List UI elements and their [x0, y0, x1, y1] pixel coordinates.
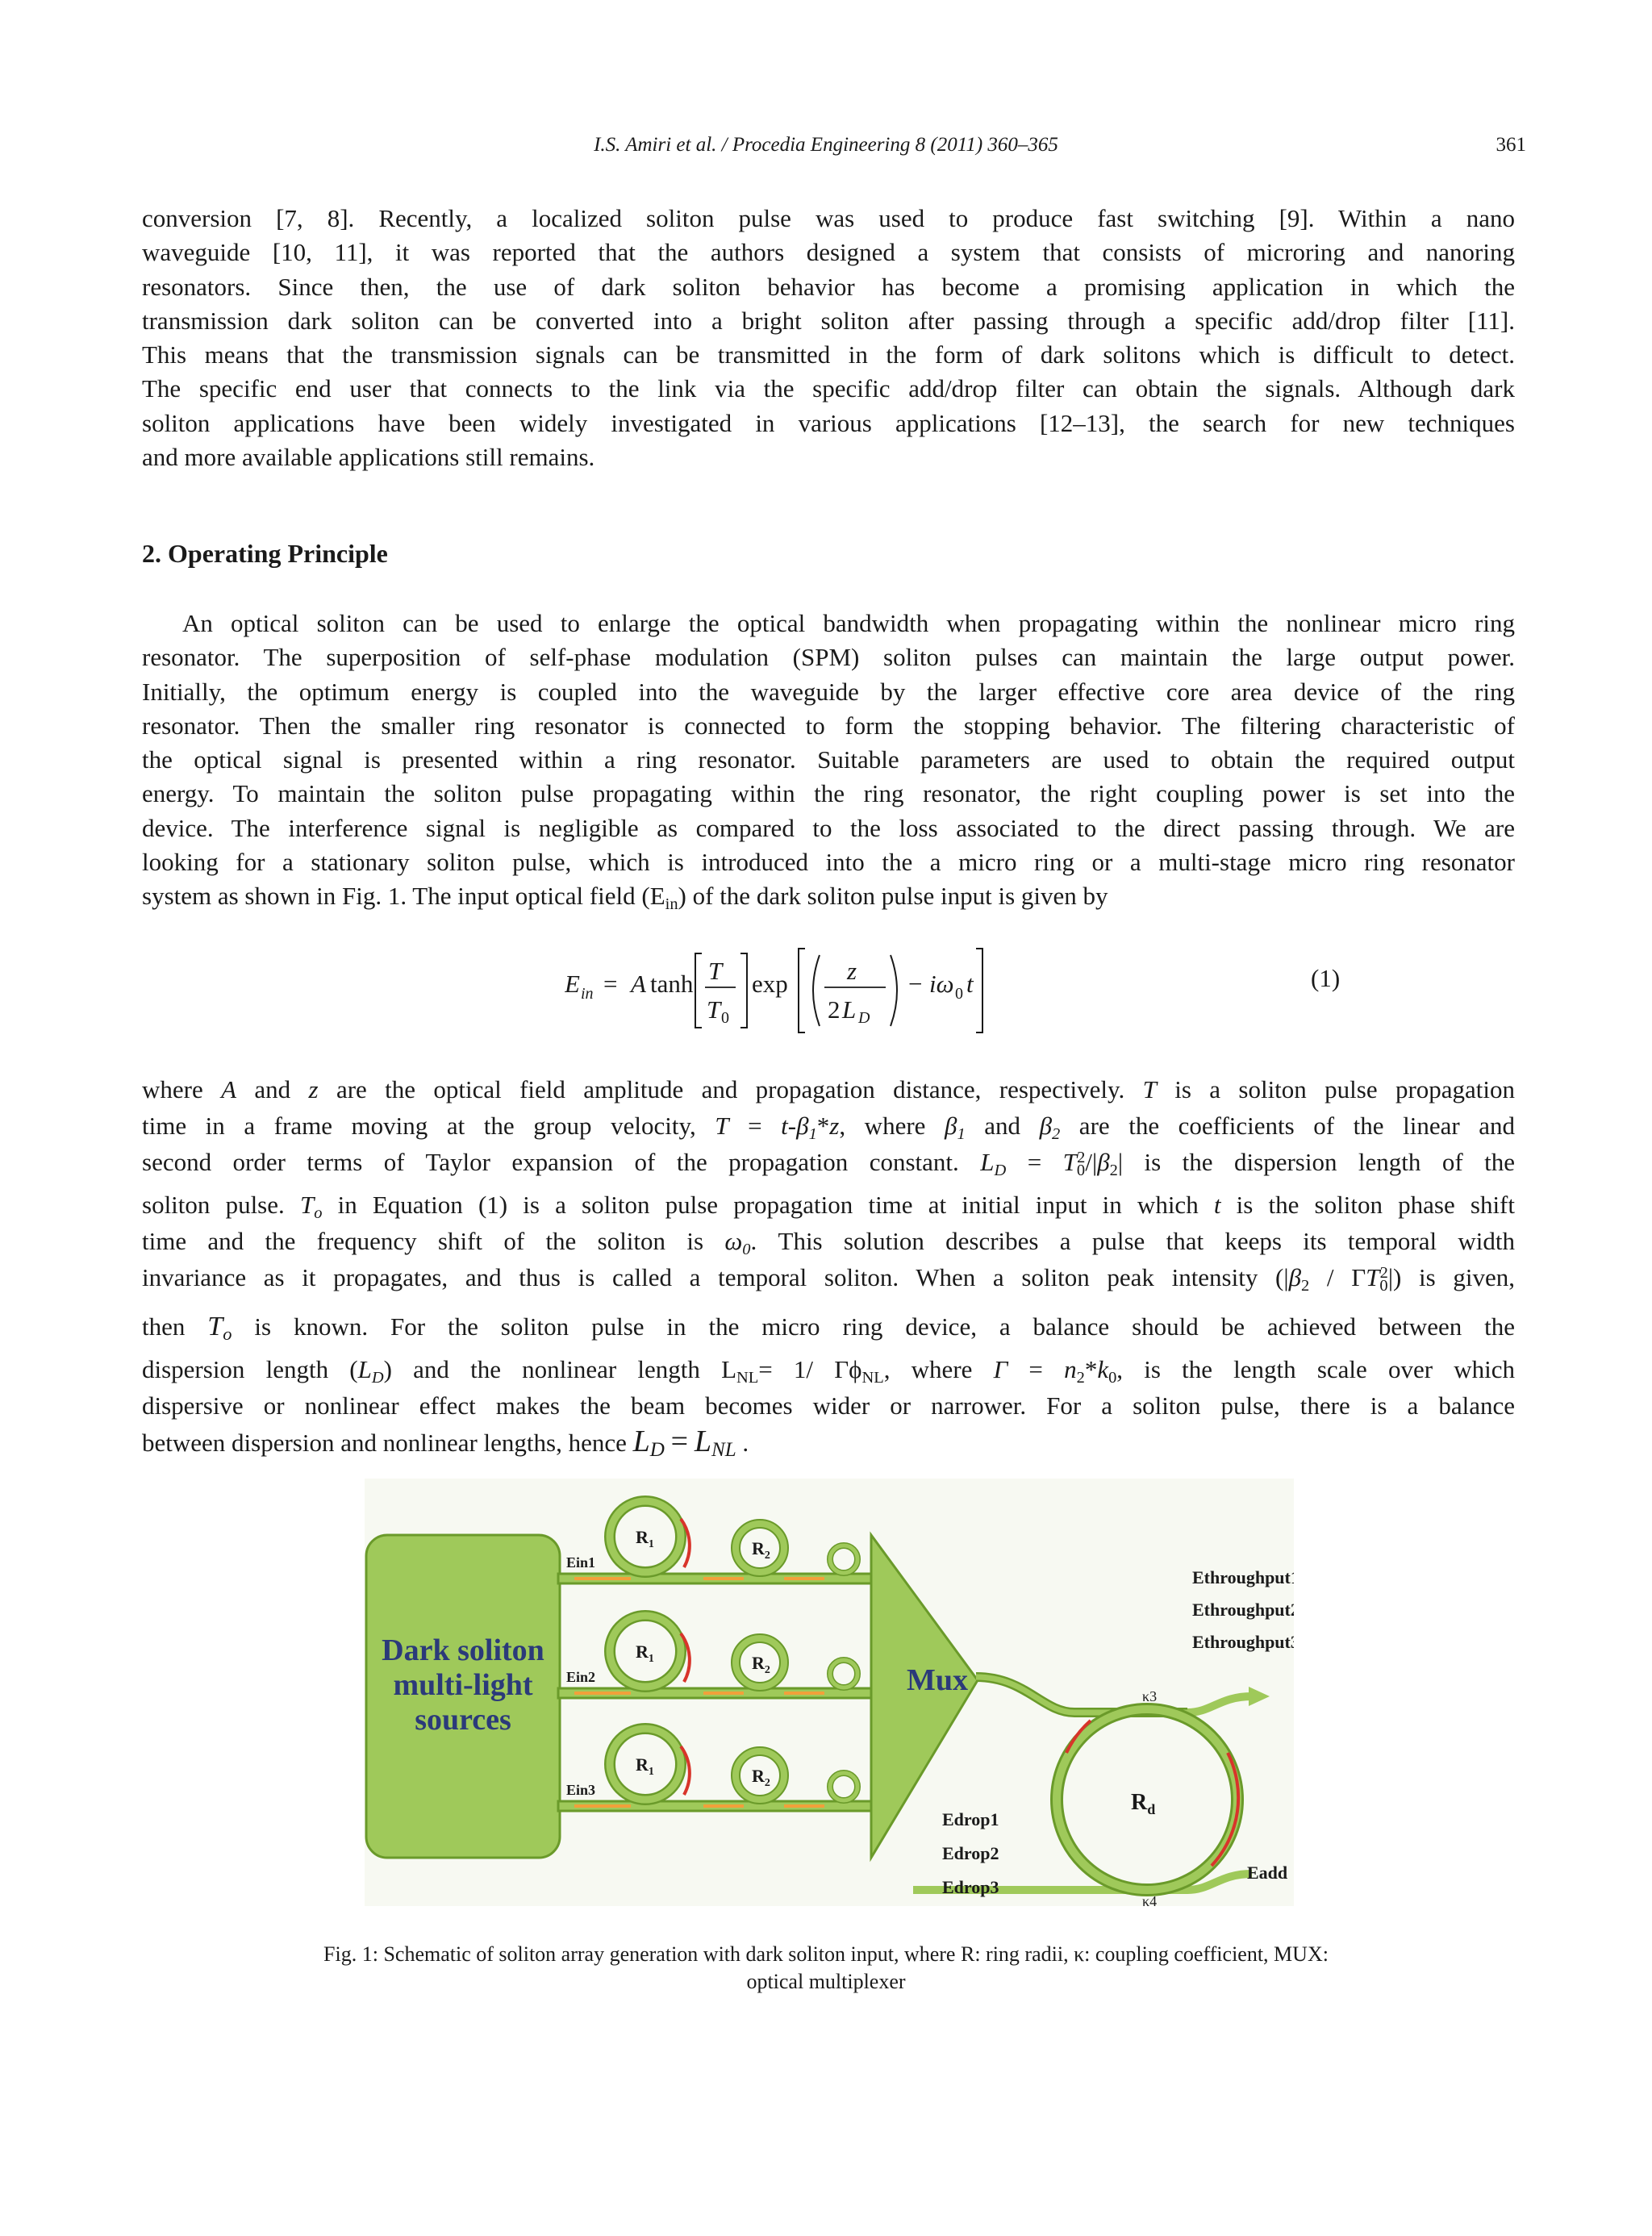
- svg-text:tanh: tanh: [650, 970, 694, 998]
- equation-number: (1): [1311, 964, 1341, 992]
- text-segment: ) of the dark soliton pulse input is given by: [678, 882, 1108, 911]
- svg-text:0: 0: [721, 1009, 729, 1027]
- drop-label: Edrop2: [942, 1843, 999, 1863]
- drop-label: Edrop3: [942, 1877, 999, 1897]
- text-line: looking for a stationary soliton pulse, which is introduced into the a micro ring or a multi-stage micro ring resonator: [142, 848, 1515, 877]
- text-line: [142, 879, 1515, 913]
- text-line: conversion [7, 8]. Recently, a localized soliton pulse was used to produce fast switching [9]. Within a nano: [142, 204, 1515, 232]
- ring-label: $R_2$: [752, 1538, 770, 1562]
- svg-text:L: L: [842, 995, 857, 1024]
- text-line: energy. To maintain the soliton pulse propagating within the ring resonator, the right coupling power is set into the: [142, 779, 1515, 808]
- svg-text:2: 2: [828, 995, 841, 1024]
- text-line: transmission dark soliton can be converted into a bright soliton after passing through a specific add/drop filter [11].: [142, 306, 1515, 335]
- text-line: soliton applications have been widely investigated in various applications [12–13], the search for new techniques: [142, 408, 1515, 437]
- svg-text:A: A: [631, 970, 646, 998]
- page-number: 361: [1496, 134, 1526, 156]
- svg-text:T: T: [707, 995, 721, 1024]
- text-line: [142, 1259, 1515, 1295]
- intro-paragraph: [142, 202, 1515, 474]
- text-line: resonator. The superposition of self-phase modulation (SPM) soliton pulses can maintain the large output power.: [142, 643, 1515, 672]
- svg-text:0: 0: [955, 985, 963, 1003]
- svg-text:D: D: [858, 1009, 870, 1027]
- k4-label: κ4: [1142, 1893, 1158, 1906]
- running-head: I.S. Amiri et al. / Procedia Engineering 8 (2011) 360–365: [594, 134, 1058, 156]
- text-line: Initially, the optimum energy is coupled into the waveguide by the larger effective core area device of the ring: [142, 677, 1515, 706]
- text-line: soliton pulse. $T_o$ in Equation (1) is a soliton pulse propagation time at initial input in which t is the soliton phase shift: [142, 1191, 1515, 1222]
- text-line: time and the frequency shift of the soliton is $\omega_0$. This solution describes a pulse that keeps its temporal width: [142, 1227, 1516, 1258]
- equation-1: [565, 937, 1129, 1042]
- ring-label: $R_1$: [636, 1642, 654, 1665]
- section-heading: 2. Operating Principle: [142, 539, 388, 568]
- text-segment: is given,: [1419, 1263, 1515, 1291]
- peak-intensity-formula: $(|\beta_2 / \Gamma T_0^2|)$: [1275, 1263, 1402, 1295]
- k3-label: κ3: [1142, 1688, 1158, 1704]
- source-label-line: multi-light: [393, 1668, 533, 1702]
- caption-line: Fig. 1: Schematic of soliton array generation with dark soliton input, where R: ring radii, κ: coupling coefficient, MUX:: [323, 1942, 1329, 1966]
- text-line: time in a frame moving at the group velocity, $T = t-\beta_1*z$, where $\beta_1$ and $\beta_2$ are the coefficients of the linear and: [142, 1112, 1515, 1143]
- text-line: dispersive or nonlinear effect makes the beam becomes wider or narrower. For a soliton pulse, there is a balance: [142, 1391, 1515, 1420]
- text-line: the optical signal is presented within a ring resonator. Suitable parameters are used to obtain the required output: [142, 745, 1515, 774]
- svg-text:in: in: [581, 985, 594, 1003]
- principle-paragraph: [142, 607, 1515, 914]
- text-segment: between dispersion and nonlinear lengths, hence: [142, 1429, 627, 1457]
- page-header: [0, 134, 1652, 166]
- add-label: Eadd: [1247, 1863, 1288, 1883]
- soliton-array-schematic: [365, 1479, 1294, 1906]
- ring-label: $R_1$: [636, 1754, 654, 1778]
- text-line: then $T_o$ is known. For the soliton pulse in the micro ring device, a balance should be achieved between the: [142, 1312, 1516, 1344]
- text-line: The specific end user that connects to the link via the specific add/drop filter can obtain the signals. Although dark: [142, 374, 1515, 403]
- text-line: and more available applications still remains.: [142, 443, 595, 472]
- ring-label: $R_2$: [752, 1653, 770, 1676]
- text-line: where A and z are the optical field amplitude and propagation distance, respectively. T is a soliton pulse propagation: [142, 1075, 1516, 1103]
- throughput-label: Ethroughput3: [1192, 1632, 1294, 1652]
- svg-text:=: =: [603, 970, 618, 998]
- text-segment: second order terms of Taylor expansion of the propagation constant.: [142, 1148, 959, 1176]
- figure-caption: [242, 1941, 1410, 1996]
- svg-text:exp: exp: [752, 970, 788, 998]
- svg-text:T: T: [708, 957, 723, 985]
- text-segment: system as shown in Fig. 1. The input optical field (E: [142, 882, 665, 911]
- mux-label: Mux: [907, 1663, 968, 1697]
- drop-label: Edrop1: [942, 1809, 999, 1829]
- text-line: device. The interference signal is negligible as compared to the loss associated to the direct passing through. We are: [142, 813, 1515, 842]
- rd-label: $R_d$: [1131, 1790, 1156, 1817]
- ein-label: Ein3: [566, 1782, 596, 1798]
- ring-label: $R_1$: [636, 1527, 654, 1550]
- text-line: dispersion length $(L_D)$ and the nonlinear length $L_{NL}= 1/$ $\Gamma\phi_{NL}$, where $\Gamma = n_2*k_0$, is the length scale over which: [142, 1355, 1515, 1387]
- ein-label: Ein1: [566, 1554, 596, 1571]
- throughput-label: Ethroughput2: [1192, 1600, 1294, 1620]
- figure-1: [365, 1479, 1294, 1906]
- svg-text:E: E: [565, 970, 580, 998]
- subscript: in: [665, 895, 678, 914]
- ein-label: Ein2: [566, 1669, 596, 1685]
- equation-1-graphic: [565, 937, 1129, 1042]
- source-label-line: sources: [415, 1703, 511, 1737]
- ring-label: $R_2$: [752, 1766, 770, 1789]
- dispersion-length-formula: $L_D = T_0^2/|\beta_2|$: [980, 1148, 1124, 1179]
- svg-text:t: t: [966, 970, 974, 998]
- text-segment: is the dispersion length of the: [1144, 1148, 1516, 1176]
- throughput-label: Ethroughput1: [1192, 1567, 1294, 1587]
- svg-text:iω: iω: [929, 970, 954, 998]
- explanation-paragraph: [142, 1071, 1515, 1461]
- text-line: waveguide [10, 11], it was reported that the authors designed a system that consists of microring and nanoring: [142, 238, 1515, 267]
- text-line: between dispersion and nonlinear lengths, hence $L_D = L_{NL}$ .: [142, 1425, 749, 1461]
- svg-text:−: −: [908, 970, 923, 998]
- caption-line: optical multiplexer: [746, 1970, 906, 1993]
- source-label-line: Dark soliton: [382, 1633, 544, 1667]
- text-line: resonators. Since then, the use of dark soliton behavior has become a promising application in which the: [142, 272, 1515, 301]
- svg-text:z: z: [847, 957, 857, 985]
- text-line: An optical soliton can be used to enlarge the optical bandwidth when propagating within the nonlinear micro ring: [182, 609, 1515, 637]
- text-line: This means that the transmission signals can be transmitted in the form of dark solitons which is difficult to detect.: [142, 340, 1515, 369]
- text-segment: invariance as it propagates, and thus is called a temporal soliton. When a soliton peak intensity: [142, 1263, 1258, 1291]
- text-line: [142, 1144, 1515, 1180]
- text-line: resonator. Then the smaller ring resonator is connected to form the stopping behavior. The filtering characteristic of: [142, 711, 1515, 740]
